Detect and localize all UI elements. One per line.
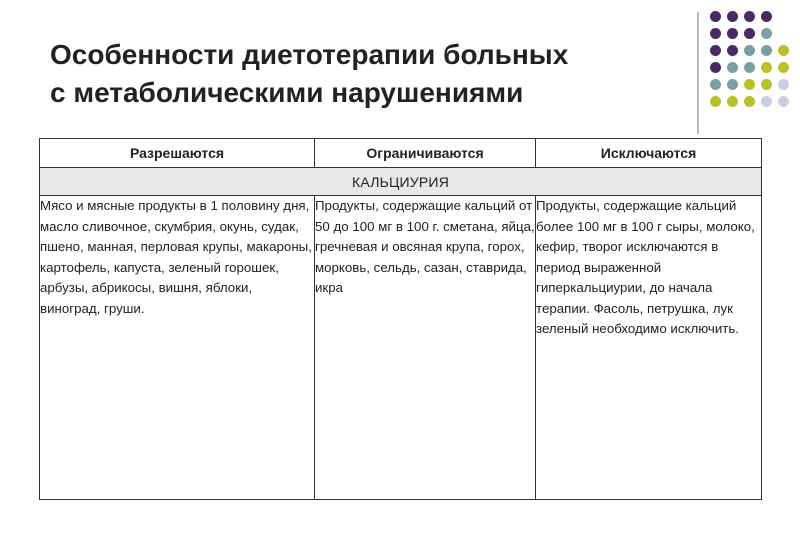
decorative-vertical-line [697,12,699,134]
column-header-allowed: Разрешаются [40,139,315,168]
decor-dot [761,45,772,56]
decor-dot [761,11,772,22]
decor-dot [744,79,755,90]
decor-dot [727,28,738,39]
decor-dot [761,28,772,39]
decor-dot [727,11,738,22]
decor-dot [778,62,789,73]
slide-title [50,36,690,112]
limited-foods-cell: Продукты, содержащие кальций от 50 до 100 мг в 100 г. сметана, яйца, гречневая и овсяная крупа, горох, морковь, сельдь, сазан, ставрида, икра [315,196,536,500]
table-header-row [40,139,762,168]
decor-dot [710,28,721,39]
decor-dot [710,45,721,56]
decor-dot [778,96,789,107]
decor-dot [744,45,755,56]
decor-dot [727,45,738,56]
decor-dot [761,79,772,90]
decor-dot [761,62,772,73]
decor-dot [761,96,772,107]
decor-dot [710,96,721,107]
decor-dot [710,62,721,73]
excluded-foods-cell: Продукты, содержащие кальций более 100 мг в 100 г сыры, молоко, кефир, творог исключаются в период выраженной гиперкальциурии, до начала терапии. Фасоль, петрушка, лук зеленый необходимо исключить. [536,196,762,500]
table-row [40,196,762,500]
decor-dot [778,79,789,90]
decor-dot [744,62,755,73]
diet-table [39,138,762,500]
decor-dot [727,62,738,73]
column-header-excluded: Исключаются [536,139,762,168]
section-row [40,168,762,196]
decor-dot [710,79,721,90]
decor-dot [727,79,738,90]
decor-dot [710,11,721,22]
decor-dot [778,45,789,56]
decor-dot [727,96,738,107]
decorative-dot-grid [710,11,794,121]
decor-dot [744,96,755,107]
allowed-foods-cell: Мясо и мясные продукты в 1 половину дня, масло сливочное, скумбрия, окунь, судак, пшено, манная, перловая крупы, макароны, картофель, капуста, зеленый горошек, арбузы, абрикосы, вишня, яблоки, виноград, груши. [40,196,315,500]
column-header-limited: Ограничиваются [315,139,536,168]
slide-title-line-1: Особенности диетотерапии больных [50,39,569,70]
decor-dot [744,28,755,39]
slide-title-line-2: с метаболическими нарушениями [50,77,524,108]
section-label: КАЛЬЦИУРИЯ [40,168,762,196]
decor-dot [744,11,755,22]
